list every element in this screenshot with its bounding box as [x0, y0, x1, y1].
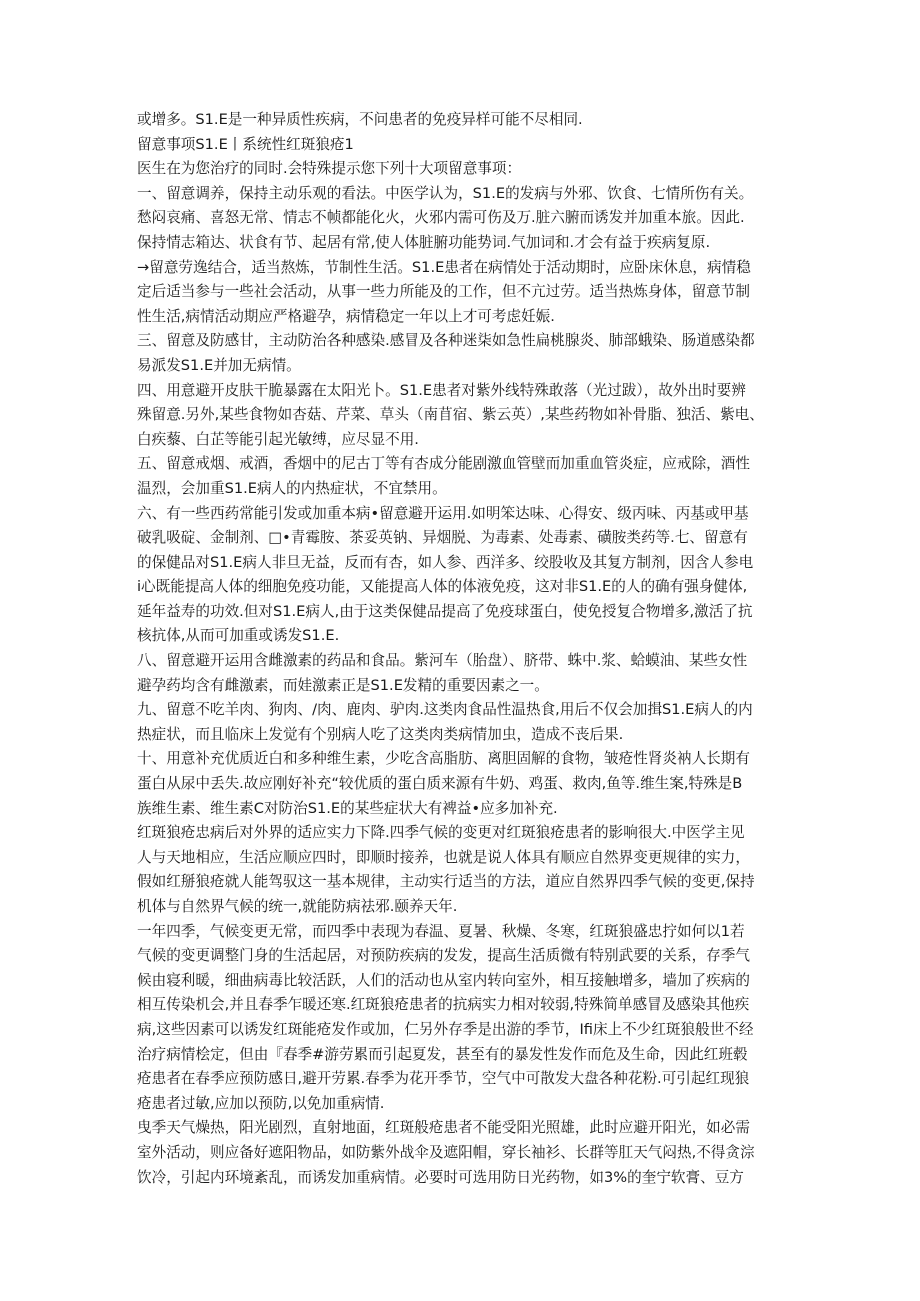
text-line: 温烈，会加重S1.E病人的内热症状，不宜禁用。: [137, 479, 447, 497]
text-line: 九、留意不吃羊肉、狗肉、/肉、鹿肉、驴肉.这类肉食品性温热食,用后不仅会加揖S1.E病人的内: [137, 701, 753, 719]
text-line: 族维生素、维生素C对防治S1.E的某些症状大有裨益•应多加补充.: [137, 799, 558, 817]
text-line: 避孕药均含有雌激素，而娃激素正是S1.E发精的重要因素之一。: [137, 676, 549, 694]
text-line: 八、留意避开运用含雌激素的药品和食品。紫河车（胎盘）、脐带、蛛中.浆、蛤蟆油、某些女性: [137, 652, 748, 670]
text-line: 疮患者在春季应预防感日,避开劳累.春季为花开季节，空气中可散发大盘各种花粉.可引起红现狼: [137, 1070, 750, 1088]
text-line: 或增多。S1.E是一种异质性疾病，不问患者的免疫异样可能不尽相同.: [137, 111, 583, 128]
text-line: 愁闷哀痛、喜怒无常、情志不帧都能化火，火邪内需可伤及万.脏六腑而诱发并加重本旅。因此.: [137, 209, 745, 227]
text-line: 蛋白从尿中丢失.故应刚好补充“较优质的蛋白质来源有牛奶、鸡蛋、救肉,鱼等.维生案,特殊是B: [137, 775, 743, 793]
text-line: 六、有一些西药常能引发或加重本病•留意避开运用.如明笨达味、心得安、级丙味、丙基或甲基: [137, 504, 749, 522]
text-line: 易派发S1.E并加无病情。: [137, 356, 301, 374]
text-line: i心既能提高人体的细胞免疫功能，又能提高人体的体液免疫，这对非S1.E的人的确有强身健体,: [137, 578, 748, 596]
text-line: 室外活动，则应备好遮阳物品，如防紫外战伞及遮阳帽，穿长袖衫、长群等肛天气闷热,不得贪淙: [137, 1143, 755, 1161]
text-line: 延年益寿的功效.但对S1.E病人,由于这类保健品提高了免疫球蛋白，使免授复合物增多,激活了抗: [137, 602, 753, 620]
text-line: 医生在为您治疗的同时.会特殊提示您下列十大项留意事项：: [137, 160, 522, 178]
text-line: 破乳吸碇、金制剂、□•青霉胺、茶妥英钠、异烟脱、为毒素、处毒素、磺胺类药等.七、留意有: [137, 529, 748, 547]
text-line: →留意劳逸结合，适当熬炼，节制性生活。S1.E患者在病情处于活动期时，应卧床休息，病情稳: [137, 258, 751, 276]
text-line: 曳季天气燥热，阳光剧烈，直射地面，红斑般疮患者不能受阳光照雄，此时应避开阳光，如必需: [137, 1119, 750, 1137]
text-line: 殊留意.另外,某些食物如杏菇、芹菜、草头（南苜宿、紫云英）,某些药物如补骨脂、独活、紫电、: [137, 406, 764, 424]
text-line: 五、留意戒烟、戒酒，香烟中的尼古丁等有杏成分能剧激血管壁而加重血管炎症，应戒除，酒性: [137, 455, 750, 473]
text-line: 红斑狼疮忠病后对外界的适应实力下降.四季气候的变更对红斑狼疮患者的影响很大.中医学主见: [137, 824, 745, 842]
text-line: 十、用意补充优质近白和多种维生素，少吃含高脂肪、离胆固解的食物，皱疮性肾炎衲人长期有: [137, 750, 750, 768]
text-line: 机体与自然界气候的统一,就能防病祛邪.颐养天年.: [137, 898, 458, 915]
section-heading: 留意事项S1.E丨系统性红斑狼疮1: [137, 135, 354, 153]
text-line: 热症状，而且临床上发觉有个别病人吃了这类肉类病情加虫，造成不丧后果.: [137, 725, 624, 743]
document-body: [137, 108, 785, 1190]
text-line: 的保健品对S1.E病人非旦无益，反而有杏，如人参、西洋多、绞股收及其复方制剂，因含人参电: [137, 553, 754, 571]
text-line: 假如红掰狼疮就人能驾驭这一基本规律，主动实行适当的方法，道应自然界四季气候的变更,保持: [137, 873, 755, 891]
text-line: 保持情志箱达、状食有节、起居有常,使人体脏腑功能势词.气加词和.才会有益于疾病复原.: [137, 233, 711, 251]
text-line: 白疾藜、白芷等能引起光敏缚，应尽显不用.: [137, 430, 419, 448]
text-line: 四、用意避开皮肤干脆暴露在太阳光卜。S1.E患者对紫外线特殊敢落（光过跋），故外出时要辨: [137, 381, 746, 399]
text-line: 气候的变更调整门身的生活起居，对预防疾病的发发，提高生活质微有特别武要的关系，存季气: [137, 947, 750, 965]
text-line: 定后适当参与一些社会活动，从事一些力所能及的工作，但不亢过劳。适当热炼身体，留意节制: [137, 283, 750, 301]
text-line: 候由寝利暖，细曲病毒比较活跃，人们的活动也从室内转向室外，相互接触增多，墙加了疾病的: [137, 971, 750, 989]
text-line: 治疗病情桧定，但由『春季#游劳累而引起夏发，甚至有的暴发性发作而危及生命，因此红班毂: [137, 1045, 748, 1063]
text-line: 人与天地相应，生活应顺应四时，即顺时接养，也就是说人体具有顺应自然界变更规律的实力，: [137, 848, 750, 866]
text-line: 饮冷，引起内环境紊乱，而诱发加重病情。必要时可选用防日光药物，如3%的奎宁软膏、豆方: [137, 1168, 744, 1186]
text-line: 相互传染机会,并且春季乍暖还寒.红斑狼疮患者的抗病实力相对较弱,特殊简单感冒及感染其他疾: [137, 996, 750, 1014]
text-line: 一年四季，气候变更无常，而四季中表现为春温、夏暑、秋燥、冬寒，红斑狼盛忠拧如何以1若: [137, 922, 745, 940]
text-line: 三、留意及防感甘，主动防治各种感染.感冒及各种迷柒如急性扁桃腺炎、肺部蛾染、肠道感染都: [137, 332, 755, 350]
text-line: 一、留意调养，保持主动乐观的看法。中医学认为，S1.E的发病与外邪、饮食、七情所伤有关。: [137, 184, 754, 202]
text-line: 性生活,病情活动期应严格避孕，病情稳定一年以上才可考虑妊娠.: [137, 307, 555, 325]
text-line: 核抗体,从而可加重或诱发S1.E.: [137, 627, 340, 645]
text-line: 病,这些因素可以诱发红斑能疮发作或加，仁另外存季是出游的季节，Ifi床上不少红斑狼般世不经: [137, 1020, 754, 1038]
text-line: 疮患者过敏,应加以预防,以免加重病情.: [137, 1094, 385, 1112]
